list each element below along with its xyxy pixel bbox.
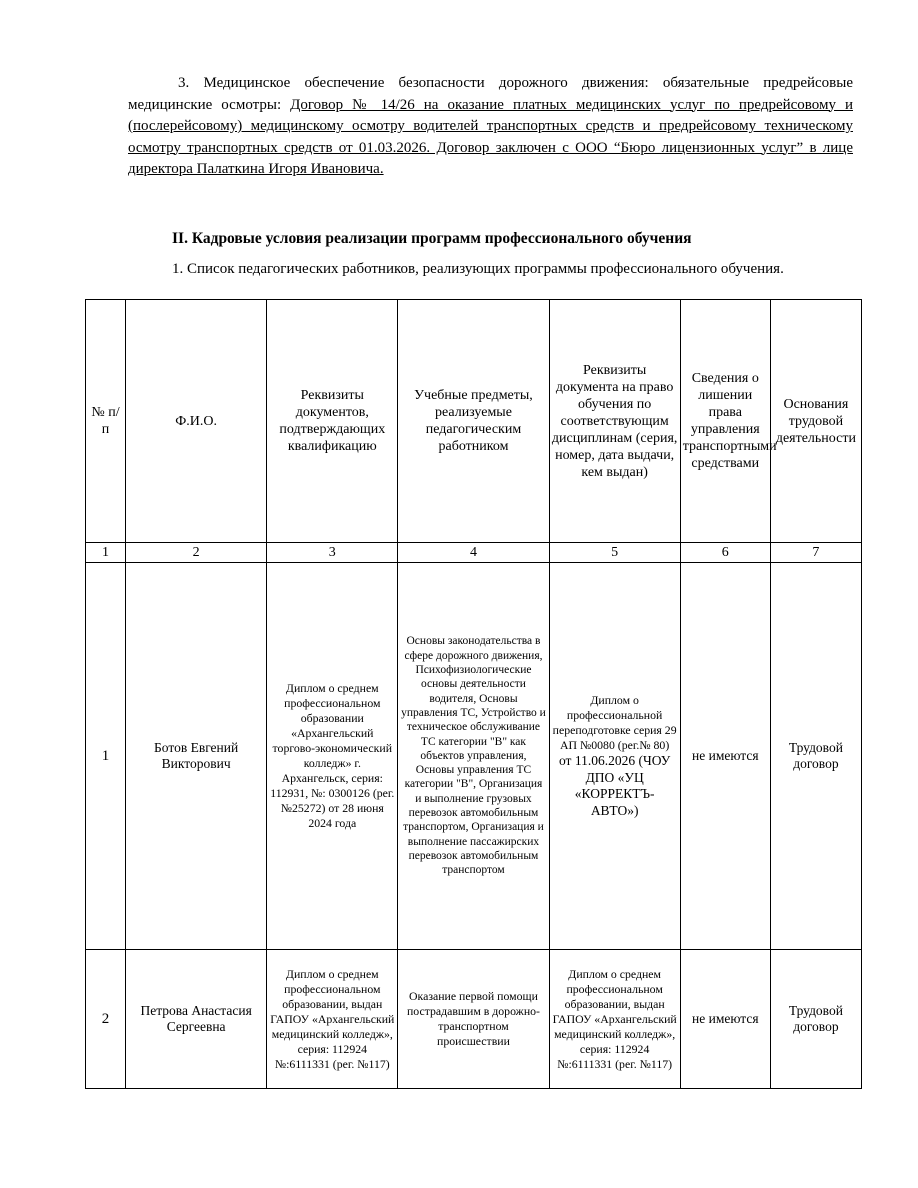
- employment-basis: Трудовой договор: [770, 563, 861, 950]
- license-deprivation: не имеются: [680, 563, 770, 950]
- teachers-table: [85, 299, 862, 1089]
- table-header-row: [86, 300, 862, 543]
- header-name: Ф.И.О.: [126, 300, 267, 543]
- subjects-taught: Основы законодательства в сфере дорожного движения, Психофизиологические основы деятельности водителя, Основы управления ТС, Устройство и техническое обслуживание ТС категории "В" как объектов управления, Основы управления ТС категории "В", Организация и выполнение грузовых перевозок автомобильным транспортом, Организация и выполнение пассажирских перевозок автомобильным транспортом: [398, 563, 549, 950]
- header-qualification: Реквизиты документов, подтверждающих квалификацию: [267, 300, 398, 543]
- header-basis: Основания трудовой деятельности: [770, 300, 861, 543]
- subjects-taught: Оказание первой помощи пострадавшим в дорожно-транспортном происшествии: [398, 950, 549, 1089]
- section3-lead: 3. Медицинское обеспечение безопасности дорожного движения: обязательные предрейсовые медицинские осмотры:: [128, 75, 853, 113]
- row-number: 2: [86, 950, 126, 1089]
- column-number: 5: [549, 543, 680, 563]
- column-number: 4: [398, 543, 549, 563]
- table-row: [86, 563, 862, 950]
- column-number: 6: [680, 543, 770, 563]
- license-deprivation: не имеются: [680, 950, 770, 1089]
- list-intro-text: 1. Список педагогических работников, реализующих программы профессионального обучения.: [172, 261, 784, 277]
- contract-details: Договор № 14/26 на оказание платных медицинских услуг по предрейсовому и (послерейсовому) медицинскому осмотру водителей транспортных средств и предрейсовому техническому осмотру транспортных средств от 01.03.2026. Договор заключен с ООО “Бюро лицензионных услуг” в лице директора Палаткина Игоря Ивановича.: [128, 96, 853, 177]
- column-number: 1: [86, 543, 126, 563]
- list-intro: [128, 259, 853, 281]
- table-row: [86, 950, 862, 1089]
- column-number-row: [86, 543, 862, 563]
- training-doc: [549, 563, 680, 950]
- qualification-doc: Диплом о среднем профессиональном образовании, выдан ГАПОУ «Архангельский медицинский колледж», серия: 112924 №:6111331 (рег. №117): [267, 950, 398, 1089]
- qualification-doc: Диплом о среднем профессиональном образовании «Архангельский торгово-экономический колледж» г. Архангельск, серия: 112931, №: 0300126 (рег.№25272) от 28 июня 2024 года: [267, 563, 398, 950]
- section3-paragraph: [128, 73, 853, 181]
- training-doc-main: Диплом о профессиональной переподготовке серия 29 АП №0080 (рег.№ 80): [552, 693, 677, 752]
- header-subjects: Учебные предметы, реализуемые педагогическим работником: [398, 300, 549, 543]
- training-doc-date: от 11.06.2026 (ЧОУ ДПО «УЦ «КОРРЕКТЪ-АВТО»): [558, 753, 671, 818]
- training-doc: Диплом о среднем профессиональном образовании, выдан ГАПОУ «Архангельский медицинский колледж», серия: 112924 №:6111331 (рег. №117): [549, 950, 680, 1089]
- header-number: № п/п: [86, 300, 126, 543]
- employment-basis: Трудовой договор: [770, 950, 861, 1089]
- teacher-name: Ботов Евгений Викторович: [126, 563, 267, 950]
- section2-heading: II. Кадровые условия реализации программ профессионального обучения: [172, 230, 692, 247]
- header-deprivation: Сведения о лишении права управления транспортными средствами: [680, 300, 770, 543]
- teacher-name: Петрова Анастасия Сергеевна: [126, 950, 267, 1089]
- column-number: 2: [126, 543, 267, 563]
- header-training-doc: Реквизиты документа на право обучения по соответствующим дисциплинам (серия, номер, дата выдачи, кем выдан): [549, 300, 680, 543]
- row-number: 1: [86, 563, 126, 950]
- column-number: 3: [267, 543, 398, 563]
- column-number: 7: [770, 543, 861, 563]
